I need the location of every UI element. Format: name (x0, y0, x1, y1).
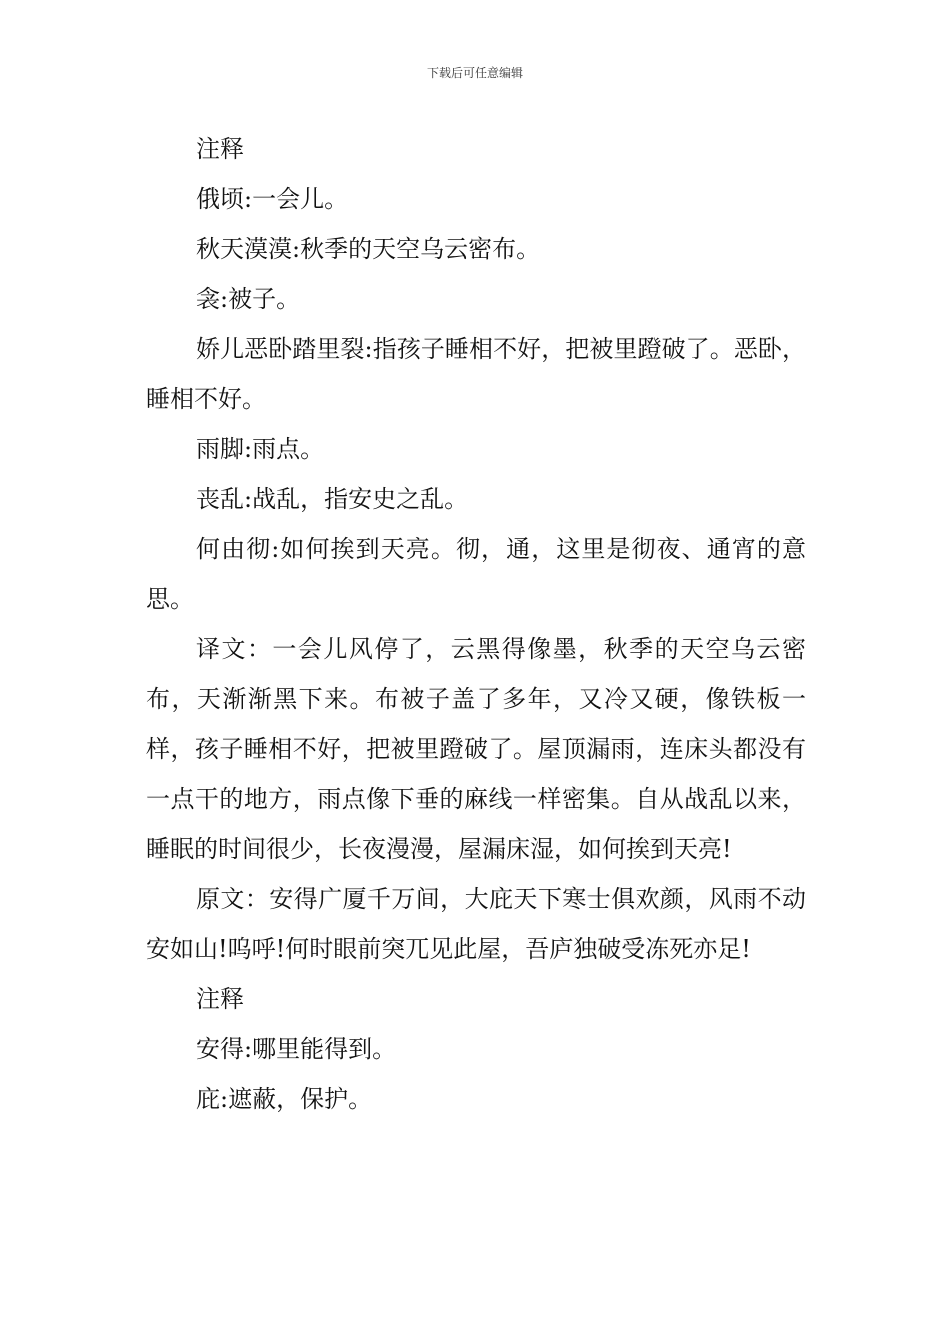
paragraph: 原文：安得广厦千万间，大庇天下寒士俱欢颜，风雨不动安如山!呜呼!何时眼前突兀见此屋，吾庐独破受冻死亦足! (146, 885, 806, 963)
paragraph: 何由彻:如何挨到天亮。彻，通，这里是彻夜、通宵的意思。 (146, 535, 806, 613)
paragraph: 娇儿恶卧踏里裂:指孩子睡相不好，把被里蹬破了。恶卧，睡相不好。 (146, 335, 806, 413)
paragraph: 安得:哪里能得到。 (196, 1035, 397, 1063)
paragraph: 秋天漠漠:秋季的天空乌云密布。 (196, 235, 541, 263)
paragraph: 雨脚:雨点。 (196, 435, 325, 463)
paragraph: 俄顷:一会儿。 (196, 185, 349, 213)
paragraph: 丧乱:战乱，指安史之乱。 (196, 485, 469, 513)
paragraph: 衾:被子。 (196, 285, 301, 313)
paragraph: 注释 (196, 985, 244, 1013)
paragraph: 庇:遮蔽，保护。 (196, 1085, 373, 1113)
document-body (146, 124, 806, 1124)
paragraph: 注释 (196, 135, 244, 163)
page-header: 下载后可任意编辑 (426, 66, 523, 80)
paragraph: 译文：一会儿风停了，云黑得像墨，秋季的天空乌云密布，天渐渐黑下来。布被子盖了多年，又冷又硬，像铁板一样，孩子睡相不好，把被里蹬破了。屋顶漏雨，连床头都没有一点干的地方，雨点像下垂的麻线一样密集。自从战乱以来，睡眠的时间很少，长夜漫漫，屋漏床湿，如何挨到天亮! (146, 635, 806, 863)
